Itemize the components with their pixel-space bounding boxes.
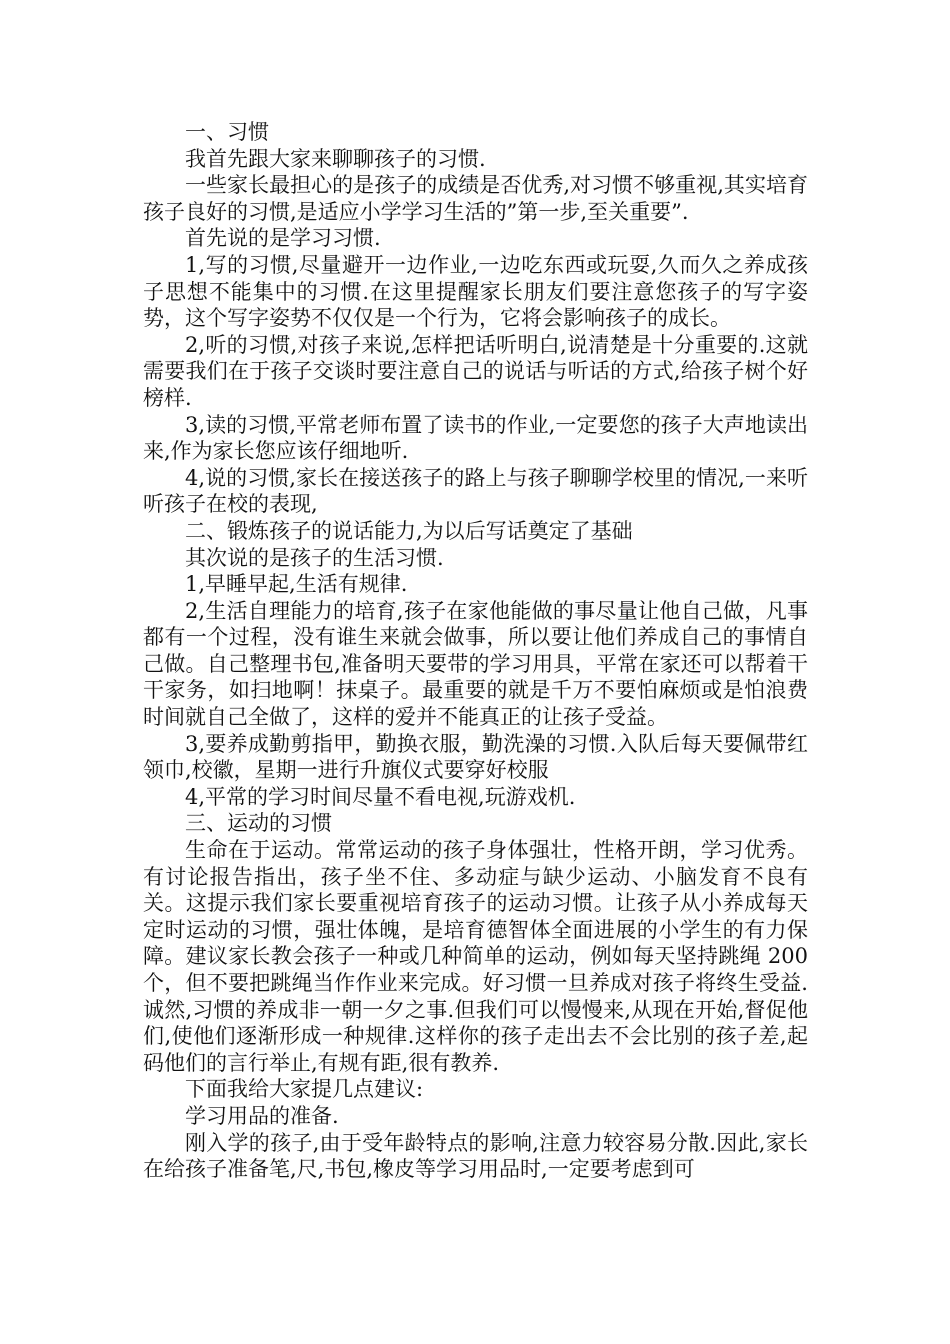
paragraph: 学习用品的准备. — [185, 1103, 339, 1128]
paragraph: 一些家长最担心的是孩子的成绩是否优秀,对习惯不够重视,其实培育孩子良好的习惯,是适应小学学习生活的”第一步,至关重要”. — [143, 173, 808, 224]
paragraph: 下面我给大家提几点建议: — [185, 1077, 424, 1102]
paragraph: 2,听的习惯,对孩子来说,怎样把话听明白,说清楚是十分重要的.这就需要我们在于孩子交谈时要注意自己的说话与听话的方式,给孩子树个好榜样. — [143, 332, 808, 410]
paragraph: 我首先跟大家来聊聊孩子的习惯. — [185, 146, 486, 171]
paragraph: 刚入学的孩子,由于受年龄特点的影响,注意力较容易分散.因此,家长在给孩子准备笔,尺,书包,橡皮等学习用品时,一定要考虑到可 — [143, 1130, 808, 1182]
paragraph: 首先说的是学习习惯. — [185, 226, 381, 251]
heading-exercise: 三、运动的习惯 — [185, 811, 332, 836]
heading-habits: 一、习惯 — [185, 120, 269, 144]
document-body — [143, 119, 808, 1183]
paragraph: 生命在于运动。常常运动的孩子身体强壮，性格开朗，学习优秀。有讨论报告指出，孩子坐不住、多动症与缺少运动、小脑发育不良有关。这提示我们家长要重视培育孩子的运动习惯。让孩子从小养成每天定时运动的习惯，强壮体魄，是培育德智体全面进展的小学生的有力保障。建议家长教会孩子一种或几种简单的运动，例如每天坚持跳绳 200 个，但不要把跳绳当作作业来完成。好习惯一旦养成对孩子将终生受益.诚然,习惯的养成非一朝一夕之事.但我们可以慢慢来,从现在开始,督促他们,使他们逐渐形成一种规律.这样你的孩子走出去不会比别的孩子差,起码他们的言行举止,有规有距,很有教养. — [143, 838, 808, 1075]
heading-speaking: 二、锻炼孩子的说话能力,为以后写话奠定了基础 — [185, 518, 633, 543]
paragraph: 3,要养成勤剪指甲，勤换衣服，勤洗澡的习惯.入队后每天要佩带红领巾,校徽，星期一进行升旗仪式要穿好校服 — [143, 731, 808, 783]
paragraph: 2,生活自理能力的培育,孩子在家他能做的事尽量让他自己做，凡事都有一个过程，没有谁生来就会做事，所以要让他们养成自己的事情自己做。自己整理书包,准备明天要带的学习用具，平常在家还可以帮着干干家务，如扫地啊！抹桌子。最重要的就是千万不要怕麻烦或是怕浪费时间就自己全做了，这样的爱并不能真正的让孩子受益。 — [143, 598, 808, 730]
paragraph: 1,写的习惯,尽量避开一边作业,一边吃东西或玩耍,久而久之养成孩子思想不能集中的习惯.在这里提醒家长朋友们要注意您孩子的写字姿势，这个写字姿势不仅仅是一个行为，它将会影响孩子的成长。 — [143, 252, 808, 331]
paragraph: 其次说的是孩子的生活习惯. — [185, 545, 444, 570]
paragraph: 1,早睡早起,生活有规律. — [185, 572, 408, 597]
paragraph: 3,读的习惯,平常老师布置了读书的作业,一定要您的孩子大声地读出来,作为家长您应该仔细地听. — [143, 412, 808, 464]
paragraph: 4,说的习惯,家长在接送孩子的路上与孩子聊聊学校里的情况,一来听听孩子在校的表现, — [143, 465, 808, 517]
paragraph: 4,平常的学习时间尽量不看电视,玩游戏机. — [185, 784, 576, 809]
